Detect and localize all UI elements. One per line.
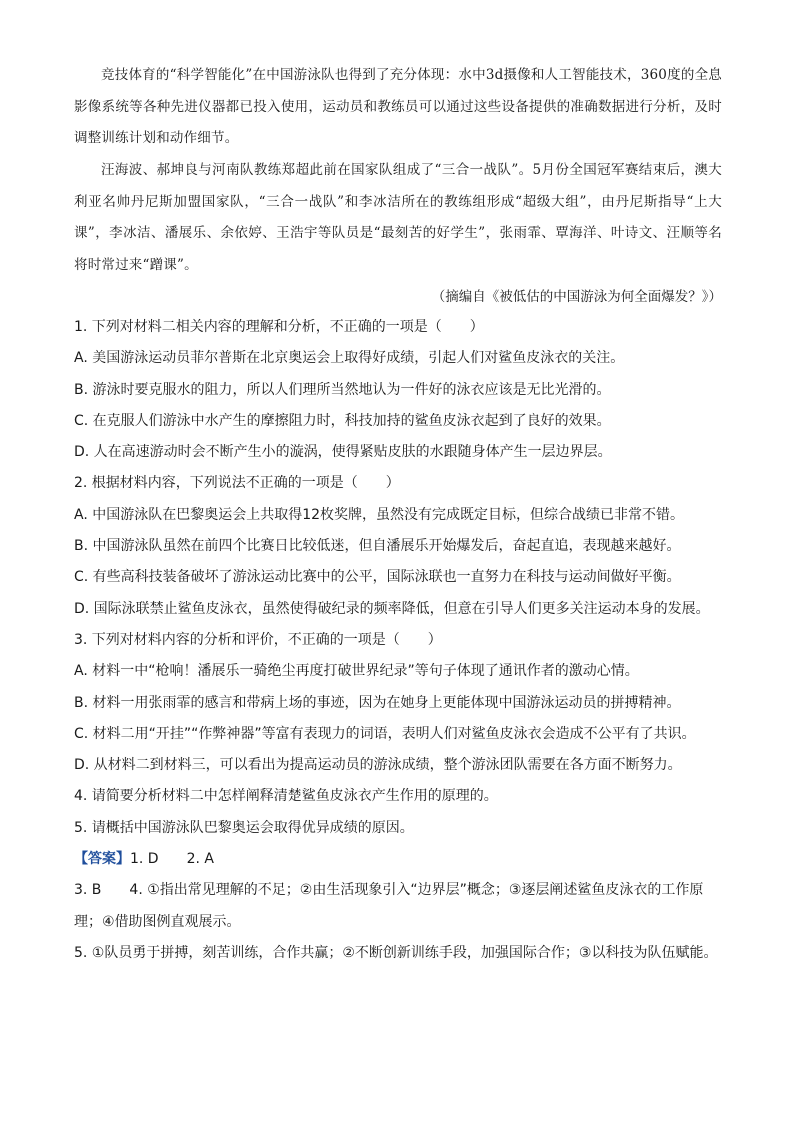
- answer-5: 5. ①队员勇于拼搏，刻苦训练，合作共赢；②不断创新训练手段，加强国际合作；③以科技为队伍赋能。: [74, 944, 718, 961]
- question-3-option-b: B. 材料一用张雨霏的感言和带病上场的事迹，因为在她身上更能体现中国游泳运动员的拼搏精神。: [74, 694, 681, 711]
- question-2-option-d: D. 国际泳联禁止鲨鱼皮泳衣，虽然使得破纪录的频率降低，但意在引导人们更多关注运动本身的发展。: [74, 600, 710, 617]
- question-2-stem: 2. 根据材料内容，下列说法不正确的一项是（ ）: [74, 475, 400, 492]
- question-4-stem: 4. 请简要分析材料二中怎样阐释清楚鲨鱼皮泳衣产生作用的原理的。: [74, 788, 498, 805]
- question-1-option-b: B. 游泳时要克服水的阻力，所以人们理所当然地认为一件好的泳衣应该是无比光滑的。: [74, 381, 611, 398]
- question-2-option-a: A. 中国游泳队在巴黎奥运会上共取得12枚奖牌，虽然没有完成既定目标，但综合战绩已非常不错。: [74, 506, 685, 523]
- passage-paragraph: 竞技体育的“科学智能化”在中国游泳队也得到了充分体现：水中3d摄像和人工智能技术，360度的全息影像系统等各种先进仪器都已投入使用，运动员和教练员可以通过这些设备提供的准确数据进行分析，及时调整训练计划和动作细节。: [74, 67, 722, 146]
- answer-3-4: 3. B 4. ①指出常见理解的不足；②由生活现象引入“边界层”概念；③逐层阐述鲨鱼皮泳衣的工作原理；④借助图例直观展示。: [74, 882, 704, 930]
- answer-1-2: 1. D 2. A: [130, 851, 214, 868]
- question-1-stem: 1. 下列对材料二相关内容的理解和分析，不正确的一项是（ ）: [74, 319, 484, 335]
- question-3-option-c: C. 材料二用“开挂”“作弊神器”等富有表现力的词语，表明人们对鲨鱼皮泳衣会造成不公平有了共识。: [74, 725, 696, 742]
- question-2-option-c: C. 有些高科技装备破坏了游泳运动比赛中的公平，国际泳联也一直努力在科技与运动间做好平衡。: [74, 569, 681, 586]
- source-citation: （摘编自《被低估的中国游泳为何全面爆发？》）: [431, 289, 722, 305]
- question-section: [74, 312, 724, 969]
- question-1-option-a: A. 美国游泳运动员菲尔普斯在北京奥运会上取得好成绩，引起人们对鲨鱼皮泳衣的关注。: [74, 350, 625, 367]
- question-3-stem: 3. 下列对材料内容的分析和评价，不正确的一项是（ ）: [74, 631, 442, 648]
- question-5-stem: 5. 请概括中国游泳队巴黎奥运会取得优异成绩的原因。: [74, 819, 414, 836]
- answer-line: [74, 844, 724, 875]
- question-3-option-d: D. 从材料二到材料三，可以看出为提高运动员的游泳成绩，整个游泳团队需要在各方面不断努力。: [74, 757, 682, 774]
- question-1-option-c: C. 在克服人们游泳中水产生的摩擦阻力时，科技加持的鲨鱼皮泳衣起到了良好的效果。: [74, 412, 611, 429]
- passage-paragraph: 汪海波、郝坤良与河南队教练郑超此前在国家队组成了“三合一战队”。5月份全国冠军赛结束后，澳大利亚名帅丹尼斯加盟国家队，“三合一战队”和李冰洁所在的教练组形成“超级大组”，由丹尼斯指导“上大课”，李冰洁、潘展乐、余依婷、王浩宇等队员是“最刻苦的好学生”，张雨霏、覃海洋、叶诗文、汪顺等名将时常过来“蹭课”。: [74, 162, 722, 273]
- question-3-option-a: A. 材料一中“枪响！潘展乐一骑绝尘再度打破世界纪录”等句子体现了通讯作者的激动心情。: [74, 663, 639, 680]
- question-1-option-d: D. 人在高速游动时会不断产生小的漩涡，使得紧贴皮肤的水跟随身体产生一层边界层。: [74, 444, 612, 461]
- question-2-option-b: B. 中国游泳队虽然在前四个比赛日比较低迷，但自潘展乐开始爆发后，奋起直追，表现越来越好。: [74, 538, 681, 555]
- answer-tag: 【答案】: [74, 851, 130, 868]
